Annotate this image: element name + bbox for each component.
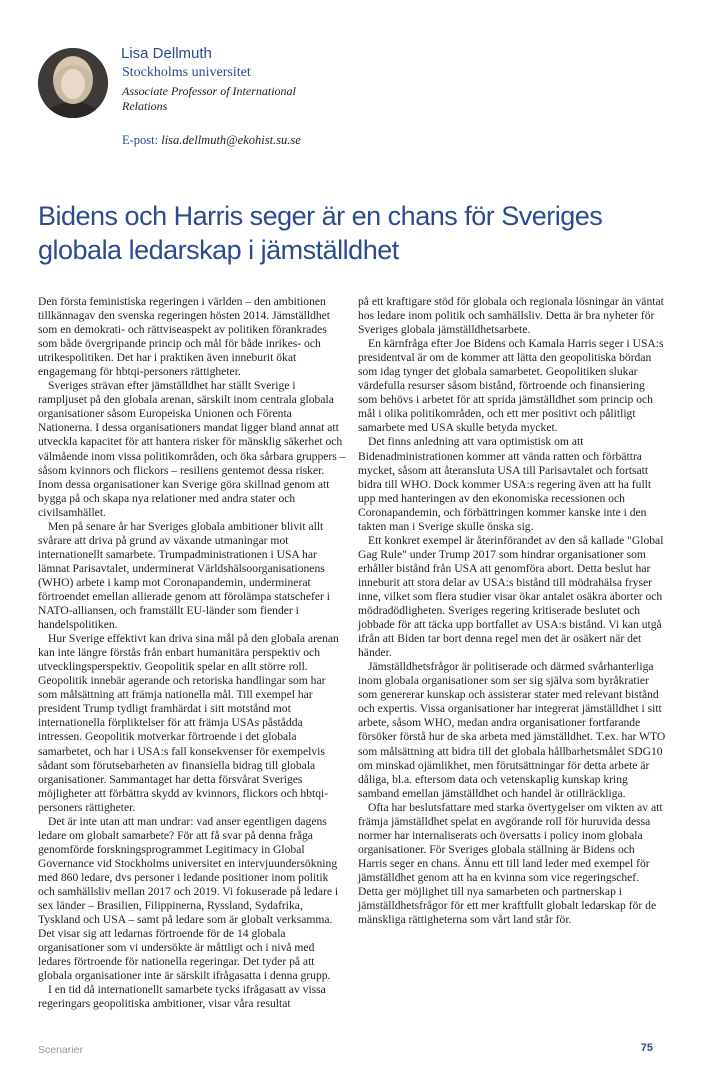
author-box [38,38,598,148]
left-column [38,295,346,1011]
paragraph: Hur Sverige effektivt kan driva sina mål på den globala arenan kan inte längre förstås från enbart humanitära perspektiv och utvecklingsperspektiv. Geopolitik spelar en allt större roll. Geopolitik innebär agerande och retoriska handlingar som har som målsättning att främja nationella mål. Till exempel har president Trump tydligt framhärdat i sitt motstånd mot internationella förpliktelser för att främja USAs påstådda intressen. Geopolitik motverkar förtroende i det globala samarbetet, och har i USA:s fall konsekvenser för exempelvis sådant som förutsebarheten av finansiella bidrag till globala organisationer. Sammantaget har detta försvårat Sveriges möjligheter att förbättra skydd av kvinnors, flickors och hbtqi-personers rättigheter. [38,632,339,814]
paragraph: Den första feministiska regeringen i världen – den ambitionen tillkännagav den svenska regeringen hösten 2014. Jämställdhet som en demokrati- och rättviseaspekt av politiken förankrades som både övergripande princip och mål för både inrikes- och utrikespolitiken. Det har i praktiken även inneburit ökat engagemang för hbtqi-personers rättigheter. [38,295,331,379]
article-title: Bidens och Harris seger är en chans för Sveriges globala ledarskap i jämställdhet [38,201,603,265]
email-label: E-post: [122,133,159,147]
paragraph: En kärnfråga efter Joe Bidens och Kamala Harris seger i USA:s presidentval är om de kommer att lätta den geopolitiska bördan som idag tynger det globala samarbetet. Geopolitiken slukar värdefulla resurser såsom bistånd, förtroende och finansiering som behövs i arbetet för att sprida jämställdhet som princip och mål i olika politikområden, och ett mer positivt och pålitligt samarbete med USA skulle betyda mycket. [358,337,664,435]
author-portrait-icon [38,48,108,118]
paragraph: Sveriges strävan efter jämställdhet har ställt Sverige i rampljuset på den globala arenan, särskilt inom centrala globala organisationer såsom Europeiska Unionen och Förenta Nationerna. I dessa organisationers mandat ligger bland annat att utveckla kapacitet för att hantera risker för mänsklig säkerhet och välmående inom vissa politikområden, och öka sårbara gruppers – såsom kvinnors och flickors – resiliens gentemot dessa risker. Inom dessa organisationer kan Sverige göra skillnad genom att bygga på och skapa nya relationer med andra stater och civilsamhället. [38,379,346,519]
paragraph: på ett kraftigare stöd för globala och regionala lösningar än väntat hos ledare inom politik och samhällsliv. Detta är bra nyheter för Sveriges globala jämställdhetsarbete. [358,295,664,337]
right-column [358,295,666,927]
author-name: Lisa Dellmuth [121,45,212,62]
paragraph: Det finns anledning att vara optimistisk om att Bidenadministrationen kommer att vända ratten och förbättra mycket, såsom att återansluta USA till Parisavtalet och fortsatt bidra till WHO. Dock kommer USA:s regering även att ha fullt upp med hanteringen av den ekonomiska recessionen och Coronapandemin, och förbättringen kommer kanske inte i den takten man i Sverige skulle önska sig. [358,435,652,533]
author-photo [38,48,108,118]
paragraph: I en tid då internationellt samarbete tycks ifrågasatt av vissa regeringars geopolitiska ambitioner, visar våra resultat [38,983,326,1011]
email-link[interactable]: lisa.dellmuth@ekohist.su.se [161,133,301,147]
footer-section-label: Scenarier [38,1044,83,1056]
author-role: Associate Professor of International Relations [122,84,296,113]
paragraph: Jämställdhetsfrågor är politiserade och därmed svårhanterliga inom globala organisationer som ser sig själva som byråkratier som genererar kunskap och assisterar stater med relevant bistånd och expertis. Vissa organisationer har integrerat jämställdhet i sitt arbete, såsom WHO, medan andra organisationer fortfarande försöker förstå hur de ska arbeta med jämställdhet. T.ex. har WTO som målsättning att bidra till det globala hållbarhetsmålet SDG10 om minskad ojämlikhet, men förutsättningar för detta arbete är dåliga, bl.a. eftersom data och vetenskaplig kunskap kring samband emellan jämställdhet och handel är otillräckliga. [358,660,666,800]
author-email [122,133,301,148]
paragraph: Det är inte utan att man undrar: vad anser egentligen dagens ledare om globalt samarbete? För att få svar på denna fråga genomförde forskningsprogrammet Legitimacy in Global Governance vid Stockholms universitet en intervjuundersökning med 860 ledare, dvs personer i ledande positioner inom politik och samhällsliv mellan 2017 och 2019. Vi fokuserade på ledare i sex länder – Brasilien, Filippinerna, Ryssland, Sydafrika, Tyskland och USA – samt på ledare som är globalt verksamma. Det visar sig att ledarnas förtroende för de 14 globala organisationer som vi undersökte är måttligt och i nivå med ledares förtroende för nationella regeringar. Det tyder på att globala organisationer inte är särskilt ifrågasatta i denna grupp. [38,814,339,983]
paragraph: Men på senare år har Sveriges globala ambitioner blivit allt svårare att driva på grund av växande utmaningar mot internationellt samarbete. Trumpadministrationen i USA har lämnat Parisavtalet, underminerat Världshälsoorganisationens (WHO) arbete i kamp mot Coronapandemin, underminerat förtroendet emellan allierade genom att förolämpa statschefer i NATO-alliansen, och framställt EU-länder som fiender i handelspolitiken. [38,519,330,632]
paragraph: Ett konkret exempel är återinförandet av den så kallade "Global Gag Rule" under Trump 2017 som hindrar organisationer som erhåller bistånd från USA att genomföra abort. Detta beslut har inneburit att stora delar av USA:s bistånd till mödrahälsa fryser inne, vilket som flera studier visar ökar antalet osäkra aborter och mödradödligheten. Sveriges regering kritiserade beslutet och jobbade för att täcka upp bortfallet av USA:s bistånd. Vi kan utgå ifrån att Biden tar bort denna regel men det är osäkert när det händer. [358,533,664,660]
author-affiliation: Stockholms universitet [122,65,251,80]
paragraph: Ofta har beslutsfattare med starka övertygelser om vikten av att främja jämställdhet spelat en avgörande roll för huruvida dessa normer har internaliserats och översatts i policy inom globala organisationer. För Sveriges globala ställning är Bidens och Harris seger en chans. Ännu ett till land leder med exempel för jämställdhet genom att ha en kvinna som vice regeringschef. Detta ger möjlighet till nya samarbeten och partnerskap i jämställdhetsfrågor för ett mer kraftfullt globalt ledarskap för de mänskliga rättigheterna som vårt land står för. [358,800,663,927]
page-number: 75 [640,1042,653,1054]
